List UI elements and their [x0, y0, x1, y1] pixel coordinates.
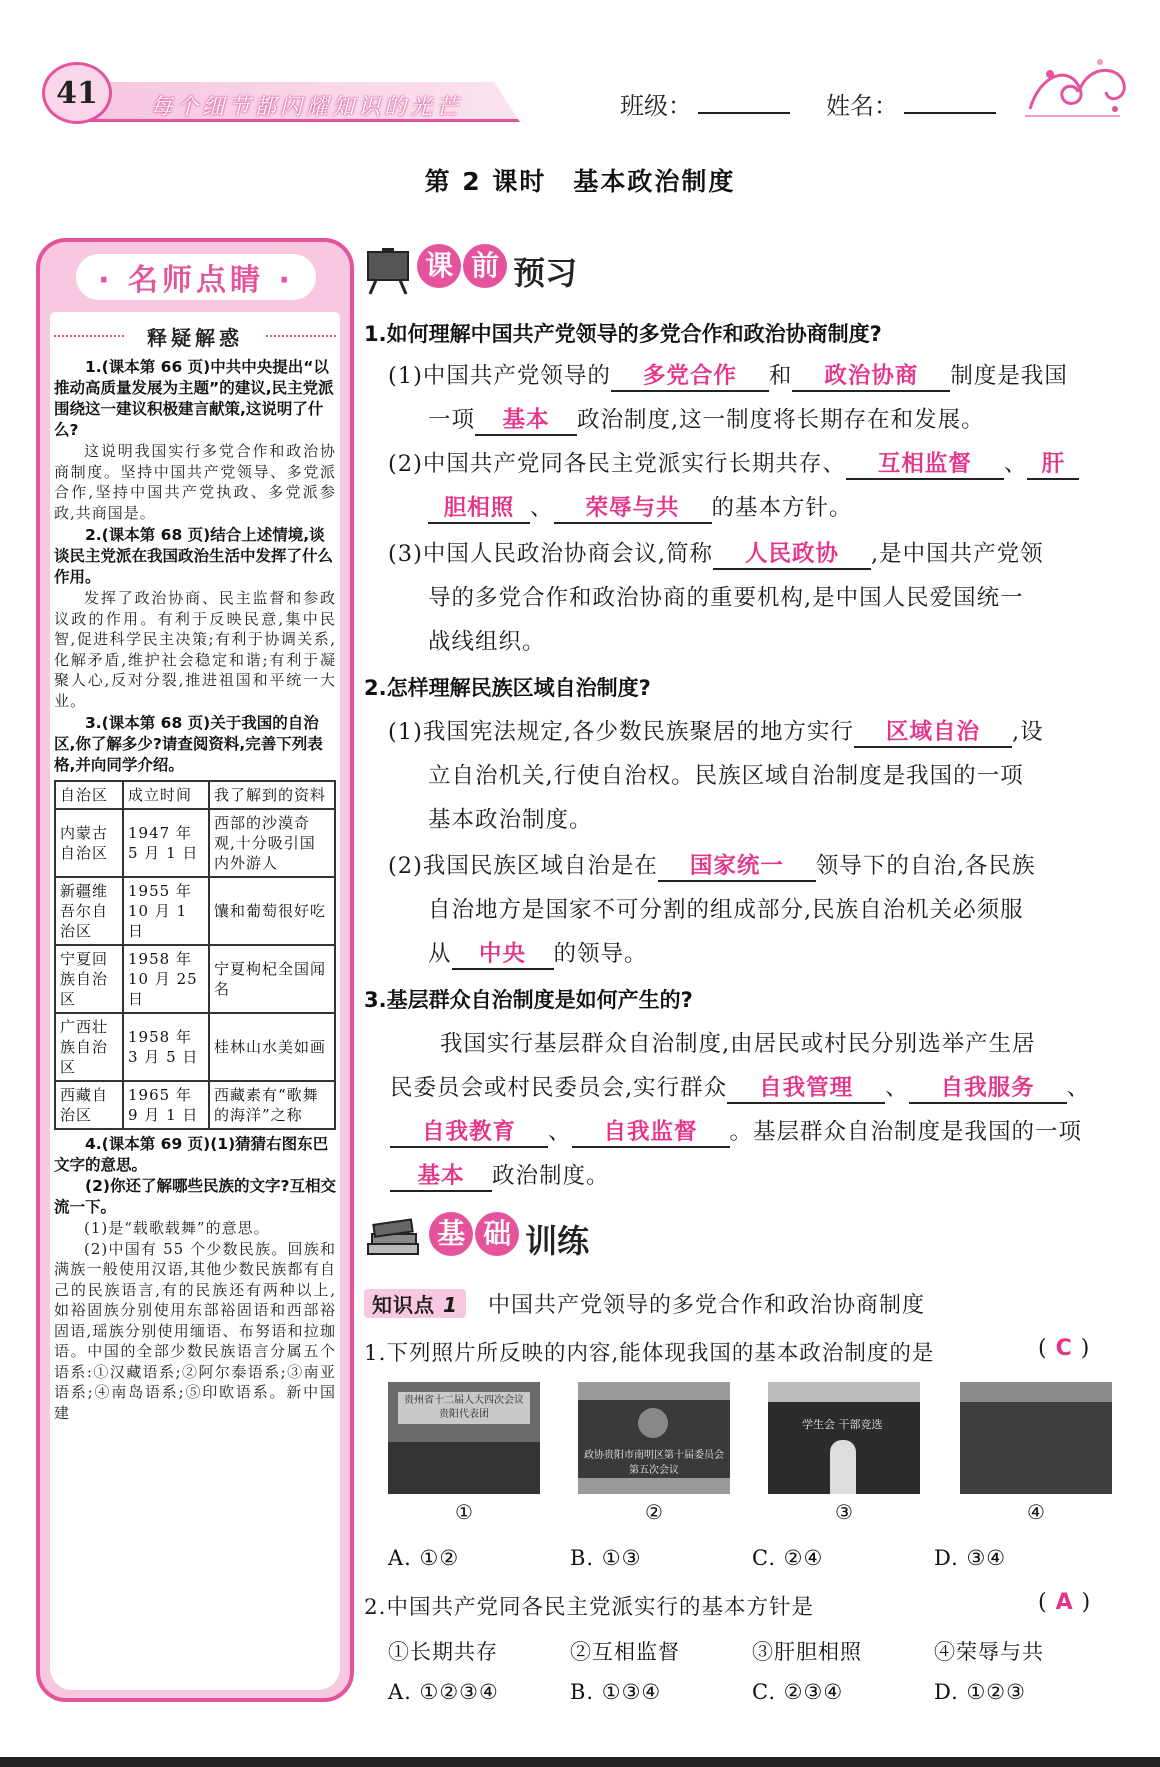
sidebar-question-1: 1.(课本第 66 页)中共中央提出“以推动高质量发展为主题”的建议,民主党派围绕这一建议积极建言献策,这说明了什么? — [54, 358, 334, 439]
photo-caption: ① — [455, 1500, 473, 1524]
photo-crowd — [960, 1402, 1112, 1494]
answer-blank[interactable]: 基本 — [390, 1162, 492, 1192]
text: 、 — [1003, 451, 1028, 477]
answer-bracket-1: ( C ) — [1038, 1336, 1091, 1361]
heading-text: 训练 — [525, 1221, 590, 1260]
answer-blank[interactable]: 中央 — [452, 940, 554, 970]
text: 和 — [768, 363, 793, 389]
text: 一项 — [428, 407, 476, 433]
table-cell: 桂林山水美如画 — [209, 1013, 335, 1081]
option-c[interactable]: C. ②③④ — [752, 1680, 844, 1704]
answer-blank[interactable]: 自我监督 — [572, 1118, 730, 1148]
sidebar-question-4a: 4.(课本第 69 页)(1)猜猜右图东巴文字的意思。 — [54, 1135, 329, 1174]
sidebar-content — [50, 312, 340, 1690]
option-c[interactable]: C. ②④ — [752, 1546, 824, 1570]
text: 、 — [1066, 1075, 1091, 1101]
page-number: 41 — [42, 62, 112, 124]
choice-item: ②互相监督 — [570, 1640, 680, 1664]
table-cell: 西藏素有“歌舞的海洋”之称 — [209, 1081, 335, 1129]
text: ,设 — [1012, 719, 1044, 745]
text: 的领导。 — [553, 941, 648, 967]
photo-caption: ② — [645, 1500, 663, 1524]
sidebar-answer-4b: (2)中国有 55 个少数民族。回族和满族一般使用汉语,其他少数民族都有自己的民族语言,有的民族还有两种以上,如裕固族分别使用东部裕固语和西部裕固语,瑶族分别使用缅语、布努语和拉珈语。中国的全部少数民族语言分属五个语系:①汉藏语系;②阿尔泰语系;③南亚语系;④南岛语系;⑤印欧语系。新中国建 — [54, 1239, 336, 1422]
photo-3 — [768, 1382, 920, 1494]
answer-blank[interactable]: 国家统一 — [658, 852, 816, 882]
answer-blank[interactable]: 胆相照 — [428, 494, 530, 524]
answer-blank[interactable]: 自我服务 — [909, 1074, 1067, 1104]
answer-blank[interactable]: 多党合作 — [611, 362, 769, 392]
answer-bracket-2: ( A ) — [1038, 1590, 1092, 1615]
heading-text: 预习 — [513, 253, 578, 292]
text: 从 — [428, 941, 452, 967]
table-header: 我了解到的资料 — [209, 781, 335, 809]
sidebar-title: · 名师点睛 · — [76, 254, 316, 300]
text: 1.下列照片所反映的内容,能体现我国的基本政治制度的是 — [364, 1341, 935, 1366]
knowledge-point-tag — [364, 1289, 466, 1318]
fill-line — [388, 446, 1079, 480]
option-b[interactable]: B. ①③ — [570, 1546, 642, 1570]
answer-blank[interactable]: 肝 — [1027, 450, 1079, 480]
answer-blank[interactable]: 基本 — [475, 406, 577, 436]
sidebar-subtitle: 释疑解惑 — [54, 322, 336, 351]
photo-blackboard-text: 学生会 干部竞选 — [802, 1418, 883, 1431]
teacher-tips-sidebar — [36, 238, 354, 1702]
text: (1)中国共产党领导的 — [388, 363, 611, 389]
table-header-row — [55, 781, 335, 809]
table-row — [55, 1081, 335, 1129]
training-section-heading — [364, 1212, 644, 1262]
text-line: 战线组织。 — [428, 629, 546, 655]
option-d[interactable]: D. ③④ — [934, 1546, 1007, 1570]
table-header: 成立时间 — [123, 781, 209, 809]
table-cell: 1955 年 10 月 1 日 — [123, 877, 209, 945]
table-cell: 1958 年 3 月 5 日 — [123, 1013, 209, 1081]
table-cell: 宁夏回族自治区 — [55, 945, 123, 1013]
choice-item: ③肝胆相照 — [752, 1640, 862, 1664]
header-motto: 每个细节都闪耀知识的光芒 — [150, 95, 463, 120]
knowledge-point-title: 中国共产党领导的多党合作和政治协商制度 — [488, 1293, 926, 1318]
question-1 — [364, 1336, 934, 1367]
text-line: 导的多党合作和政治协商的重要机构,是中国人民爱国统一 — [428, 585, 1024, 611]
preview-section-heading — [364, 244, 624, 294]
preview-question-3: 3.基层群众自治制度是如何产生的? — [364, 988, 693, 1012]
question-2: 2.中国共产党同各民主党派实行的基本方针是 — [364, 1595, 815, 1620]
table-cell: 1958 年 10 月 25 日 — [123, 945, 209, 1013]
photo-banner: 政协贵阳市南明区第十届委员会第五次会议 — [584, 1450, 724, 1476]
text: 政治制度。 — [492, 1163, 610, 1189]
flourish-ornament-icon — [1020, 54, 1130, 124]
heading-char: 前 — [463, 244, 507, 288]
option-b[interactable]: B. ①③④ — [570, 1680, 662, 1704]
heading-char: 础 — [475, 1212, 519, 1256]
name-field[interactable] — [904, 112, 996, 114]
bottom-bar — [0, 1757, 1160, 1767]
photo-banner: 贵州省十二届人大四次会议 贵阳代表团 — [398, 1392, 530, 1424]
table-cell: 西藏自治区 — [55, 1081, 123, 1129]
answer-blank[interactable]: 人民政协 — [713, 540, 871, 570]
answer-blank[interactable]: 政治协商 — [792, 362, 950, 392]
text-line: 我国实行基层群众自治制度,由居民或村民分别选举产生居 — [440, 1031, 1036, 1057]
table-cell: 1947 年 5 月 1 日 — [123, 809, 209, 877]
photo-4 — [960, 1382, 1112, 1494]
text: (1)我国宪法规定,各少数民族聚居的地方实行 — [388, 719, 855, 745]
option-d[interactable]: D. ①②③ — [934, 1680, 1026, 1704]
table-cell: 西部的沙漠奇观,十分吸引国内外游人 — [209, 809, 335, 877]
fill-line — [388, 536, 1044, 570]
table-row — [55, 877, 335, 945]
table-cell: 宁夏枸杞全国闻名 — [209, 945, 335, 1013]
text: 、 — [548, 1119, 572, 1145]
sidebar-question-4b: (2)你还了解哪些民族的文字?互相交流一下。 — [54, 1177, 336, 1216]
answer-blank[interactable]: 自我教育 — [390, 1118, 548, 1148]
fill-line — [390, 1114, 1082, 1148]
choice-item: ④荣辱与共 — [934, 1640, 1044, 1664]
photo-speaker — [830, 1440, 856, 1494]
table-cell: 馕和葡萄很好吃 — [209, 877, 335, 945]
class-label: 班级： — [620, 92, 692, 120]
table-cell: 1965 年 9 月 1 日 — [123, 1081, 209, 1129]
sidebar-answer-4a: (1)是“载歌载舞”的意思。 — [84, 1219, 270, 1237]
books-icon — [364, 1214, 424, 1264]
text-line: 基本政治制度。 — [428, 807, 593, 833]
preview-question-1: 1.如何理解中国共产党领导的多党合作和政治协商制度? — [364, 322, 882, 346]
photo-1 — [388, 1382, 540, 1494]
sidebar-answer-2: 发挥了政治协商、民主监督和参政议政的作用。有利于反映民意,集中民智,促进科学民主决策;有利于协调关系,化解矛盾,维护社会稳定和谐;有利于凝聚人心,反对分裂,推进祖国和平统一大业。 — [54, 589, 336, 710]
heading-char: 基 — [429, 1212, 473, 1256]
answer-choice[interactable]: C — [1055, 1336, 1073, 1361]
photo-caption: ③ — [835, 1500, 853, 1524]
heading-char: 课 — [417, 244, 461, 288]
photo-crowd — [388, 1442, 540, 1494]
table-cell: 内蒙古自治区 — [55, 809, 123, 877]
knowledge-point-heading — [364, 1288, 925, 1319]
emblem-icon — [638, 1408, 668, 1438]
option-a[interactable]: A. ①②③④ — [388, 1680, 499, 1704]
preview-question-2: 2.怎样理解民族区域自治制度? — [364, 676, 651, 700]
answer-blank[interactable]: 互相监督 — [846, 450, 1004, 480]
text: ,是中国共产党领 — [871, 541, 1044, 567]
class-field[interactable] — [698, 112, 790, 114]
option-a[interactable]: A. ①② — [388, 1546, 460, 1570]
sidebar-question-3: 3.(课本第 68 页)关于我国的自治区,你了解多少?请查阅资料,完善下列表格,并向同学介绍。 — [54, 714, 323, 774]
text-line: 立自治机关,行使自治权。民族区域自治制度是我国的一项 — [428, 763, 1024, 789]
text: 的基本方针。 — [711, 495, 853, 521]
photo-top-banner — [768, 1382, 920, 1402]
fill-line — [388, 714, 1044, 748]
table-row — [55, 809, 335, 877]
fill-line — [428, 936, 648, 970]
text: 。基层群众自治制度是我国的一项 — [729, 1119, 1083, 1145]
fill-line — [388, 848, 1036, 882]
table-cell: 广西壮族自治区 — [55, 1013, 123, 1081]
text: 领导下的自治,各民族 — [815, 853, 1036, 879]
table-row — [55, 1013, 335, 1081]
fill-line — [388, 358, 1068, 392]
fill-line — [390, 1158, 610, 1192]
text: (2)中国共产党同各民主党派实行长期共存、 — [388, 451, 846, 477]
text: 制度是我国 — [950, 363, 1068, 389]
answer-choice[interactable]: A — [1055, 1590, 1074, 1615]
text: 、 — [530, 495, 554, 521]
blackboard-icon — [364, 246, 412, 296]
text: (3)中国人民政治协商会议,简称 — [388, 541, 714, 567]
photo-2 — [578, 1382, 730, 1494]
fill-line — [428, 490, 853, 524]
table-header: 自治区 — [55, 781, 123, 809]
choice-item: ①长期共存 — [388, 1640, 498, 1664]
fill-line — [428, 402, 985, 436]
table-cell: 新疆维吾尔自治区 — [55, 877, 123, 945]
answer-blank[interactable]: 荣辱与共 — [554, 494, 712, 524]
text: (2)我国民族区域自治是在 — [388, 853, 658, 879]
page-header — [0, 0, 1160, 140]
text: 、 — [885, 1075, 909, 1101]
photo-caption: ④ — [1027, 1500, 1045, 1524]
sidebar-answer-1: 这说明我国实行多党合作和政治协商制度。坚持中国共产党领导、多党派合作,坚持中国共产党执政、多党派参政,共商国是。 — [54, 442, 336, 522]
text: 知识点 — [372, 1293, 435, 1317]
answer-blank[interactable]: 自我管理 — [727, 1074, 885, 1104]
name-label: 姓名： — [826, 92, 898, 120]
table-row — [55, 945, 335, 1013]
lesson-title: 第 2 课时 基本政治制度 — [424, 167, 736, 196]
autonomous-region-table — [54, 780, 336, 1130]
text: 民委员会或村民委员会,实行群众 — [390, 1075, 728, 1101]
text-line: 自治地方是国家不可分割的组成部分,民族自治机关必须服 — [428, 897, 1024, 923]
text: 1 — [442, 1293, 458, 1317]
answer-blank[interactable]: 区域自治 — [854, 718, 1012, 748]
fill-line — [390, 1070, 1090, 1104]
sidebar-question-2: 2.(课本第 68 页)结合上述情境,谈谈民主党派在我国政治生活中发挥了什么作用。 — [54, 526, 334, 586]
text: 政治制度,这一制度将长期存在和发展。 — [577, 407, 985, 433]
